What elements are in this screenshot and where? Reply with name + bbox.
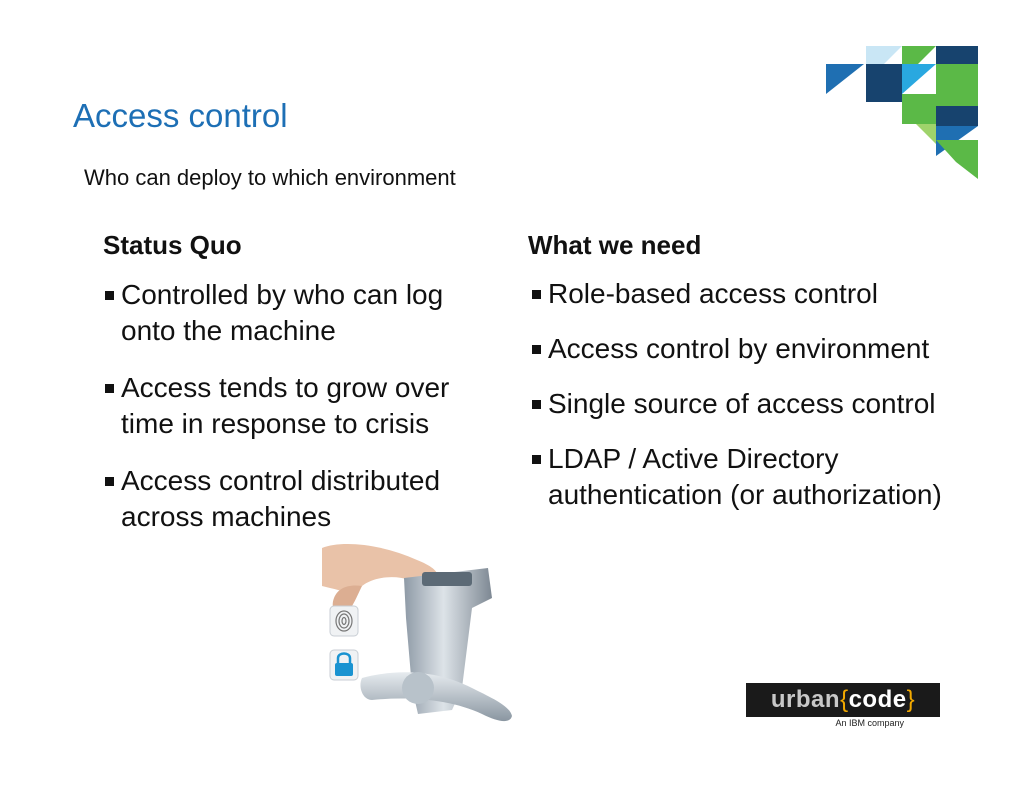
what-we-need-list — [530, 276, 950, 532]
what-we-need-item: Single source of access control — [530, 386, 950, 422]
logo-word-urban: urban — [770, 686, 841, 713]
what-we-need-item: LDAP / Active Directory authentication (or authorization) — [530, 441, 950, 513]
status-quo-item: Access tends to grow over time in response to crisis — [103, 370, 503, 442]
logo-word-code: code — [848, 686, 907, 713]
logo-tagline: An IBM company — [835, 718, 904, 728]
status-quo-heading: Status Quo — [103, 230, 242, 260]
what-we-need-item: Access control by environment — [530, 331, 950, 367]
corner-decoration — [826, 44, 978, 179]
status-quo-item: Controlled by who can log onto the machine — [103, 277, 503, 349]
what-we-need-heading: What we need — [528, 230, 702, 260]
page-subtitle: Who can deploy to which environment — [84, 165, 456, 190]
status-quo-list — [103, 277, 503, 556]
page-title: Access control — [73, 97, 288, 134]
logo-wordmark — [746, 683, 940, 717]
padlock-icon — [330, 650, 358, 680]
biometric-lock-image — [322, 538, 514, 728]
logo-brace-close: } — [906, 686, 916, 713]
urbancode-logo — [746, 683, 940, 729]
what-we-need-item: Role-based access control — [530, 276, 950, 312]
logo-brace-open: { — [840, 686, 849, 713]
status-quo-item: Access control distributed across machines — [103, 463, 503, 535]
fingerprint-icon — [330, 606, 358, 636]
